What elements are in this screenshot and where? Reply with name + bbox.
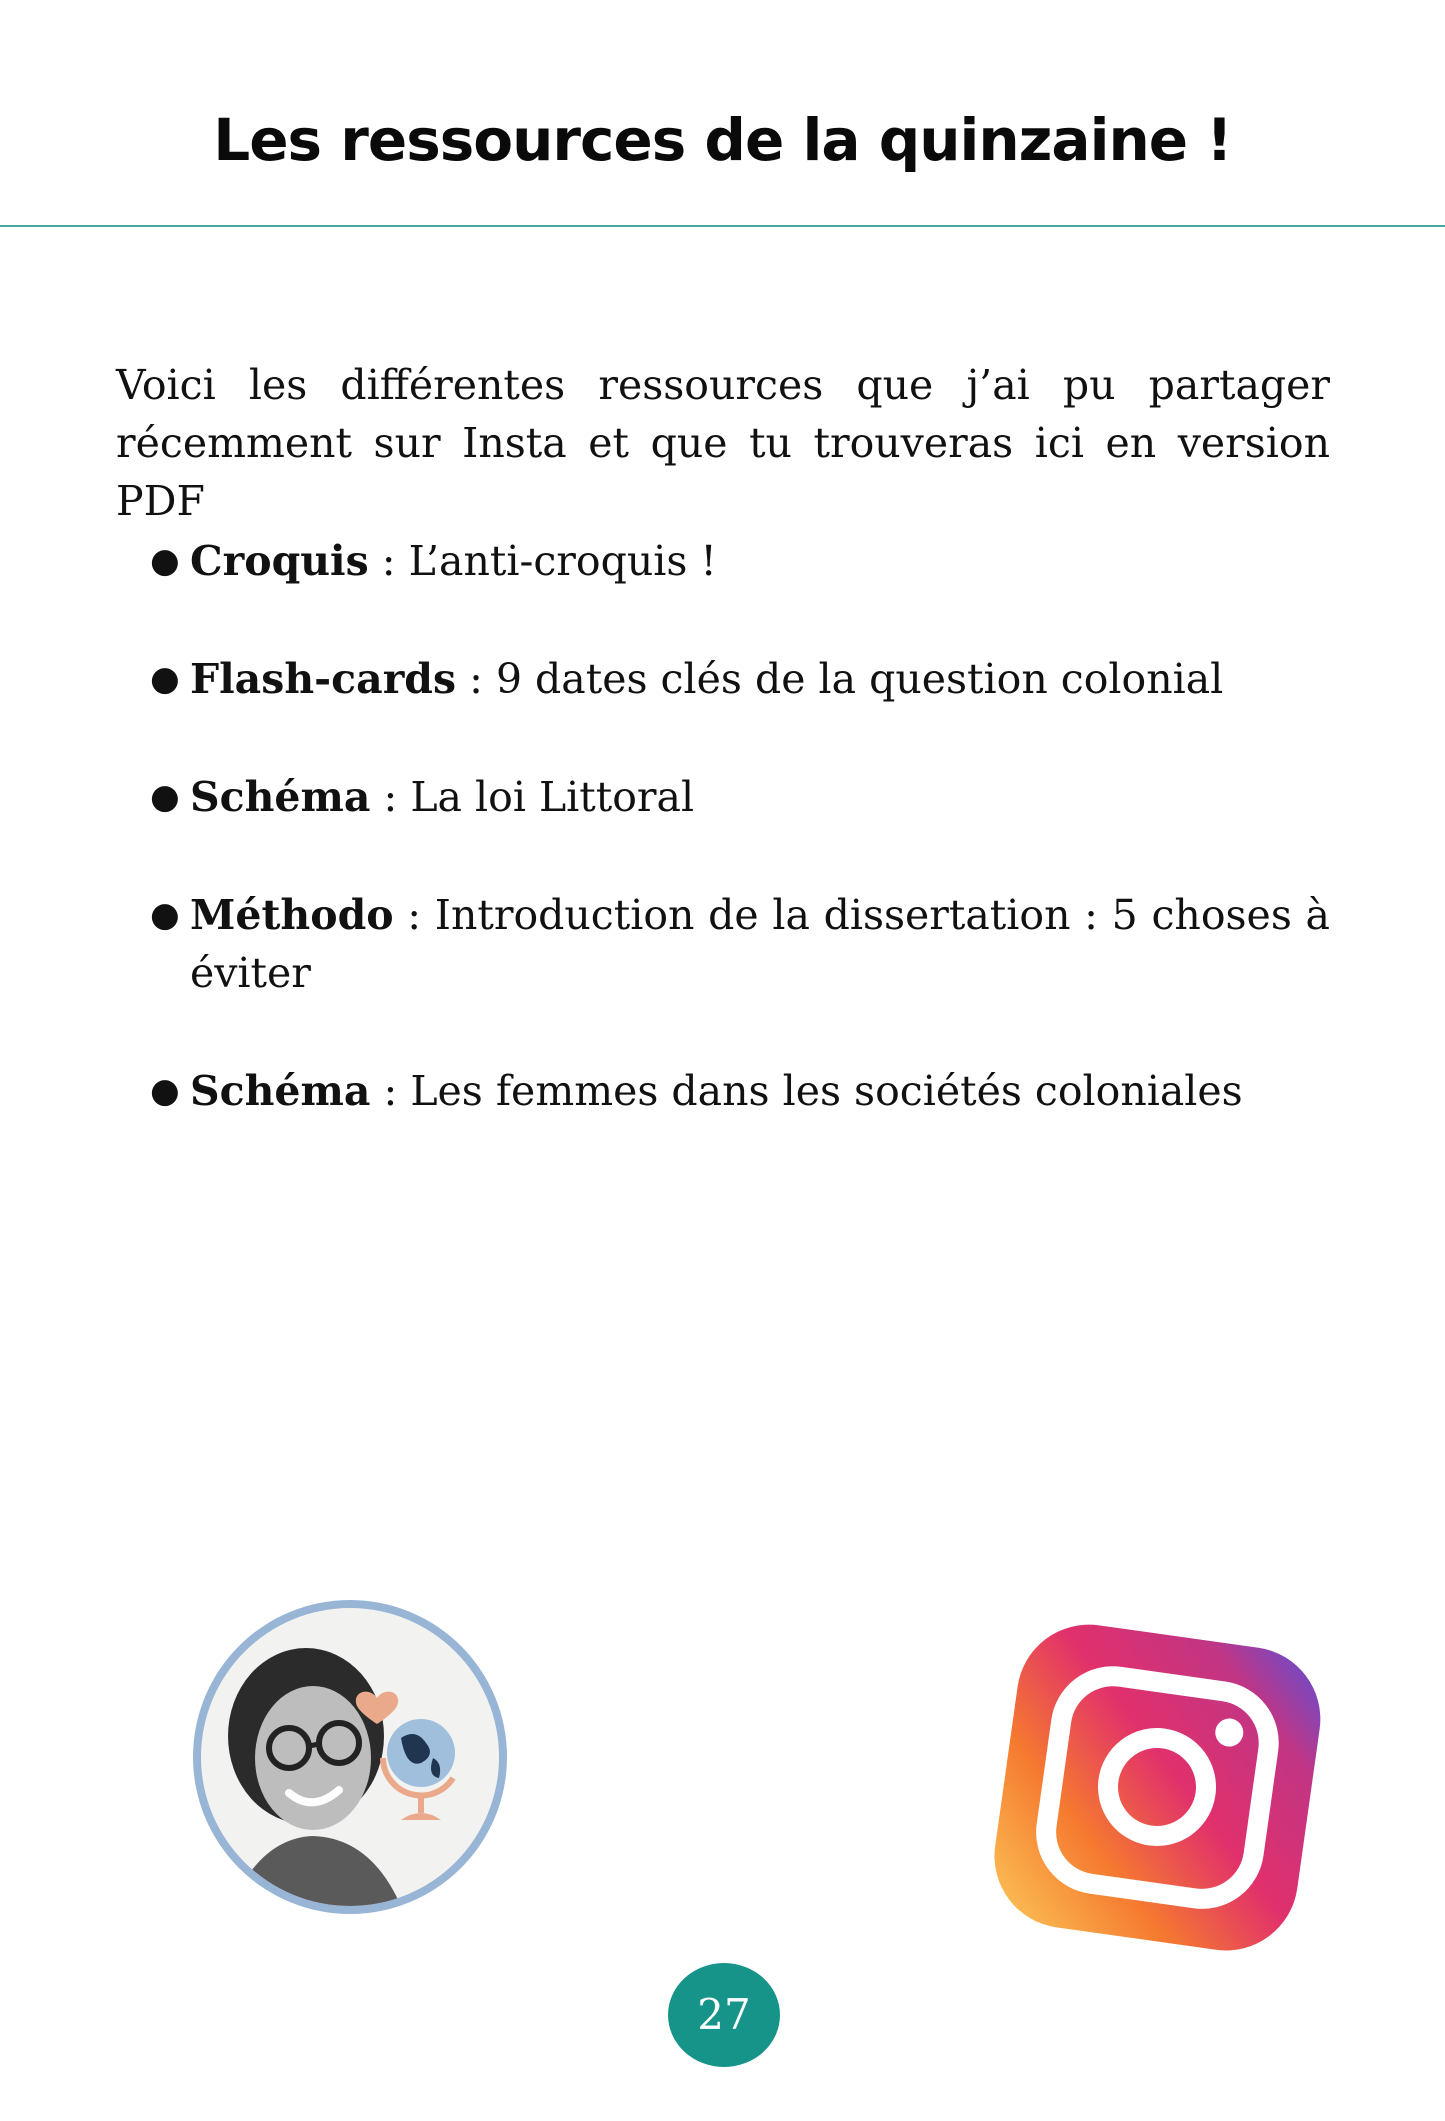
resource-type: Flash-cards xyxy=(190,655,457,703)
avatar-illustration xyxy=(201,1608,499,1906)
bullet-icon: ● xyxy=(150,777,180,817)
avatar-image xyxy=(201,1608,499,1906)
resource-list xyxy=(150,532,1330,1180)
resource-item-methodo xyxy=(150,886,1330,1002)
resource-item-schema-littoral xyxy=(150,768,1330,826)
resource-item-flash-cards xyxy=(150,650,1330,708)
resource-separator: : xyxy=(370,1067,411,1115)
resource-item-schema-femmes xyxy=(150,1062,1330,1120)
resource-type: Schéma xyxy=(190,773,371,821)
resource-separator: : xyxy=(368,537,409,585)
instagram-icon[interactable] xyxy=(985,1615,1330,1960)
resource-description: Introduction de la dissertation : 5 choses à éviter xyxy=(190,891,1330,997)
bullet-icon: ● xyxy=(150,895,180,935)
resource-separator: : xyxy=(393,891,435,939)
resource-separator: : xyxy=(456,655,496,703)
title-divider xyxy=(0,225,1445,227)
resource-type: Croquis xyxy=(190,537,369,585)
author-avatar[interactable] xyxy=(193,1600,507,1914)
bullet-icon: ● xyxy=(150,1071,180,1111)
resource-description: 9 dates clés de la question colonial xyxy=(495,655,1224,703)
resource-type: Schéma xyxy=(190,1067,371,1115)
page-title: Les ressources de la quinzaine ! xyxy=(213,106,1232,174)
intro-paragraph: Voici les différentes ressources que j’ai pu partager récemment sur Insta et que tu trouveras ici en version PDF xyxy=(116,361,1330,525)
resource-separator: : xyxy=(370,773,411,821)
bullet-icon: ● xyxy=(150,659,180,699)
resource-description: L’anti-croquis ! xyxy=(408,537,717,585)
resource-item-croquis xyxy=(150,532,1330,590)
bullet-icon: ● xyxy=(150,541,180,581)
resource-description: La loi Littoral xyxy=(410,773,695,821)
page-number-badge: 27 xyxy=(668,1963,780,2067)
resource-description: Les femmes dans les sociétés coloniales xyxy=(410,1067,1243,1115)
resource-type: Méthodo xyxy=(190,891,394,939)
